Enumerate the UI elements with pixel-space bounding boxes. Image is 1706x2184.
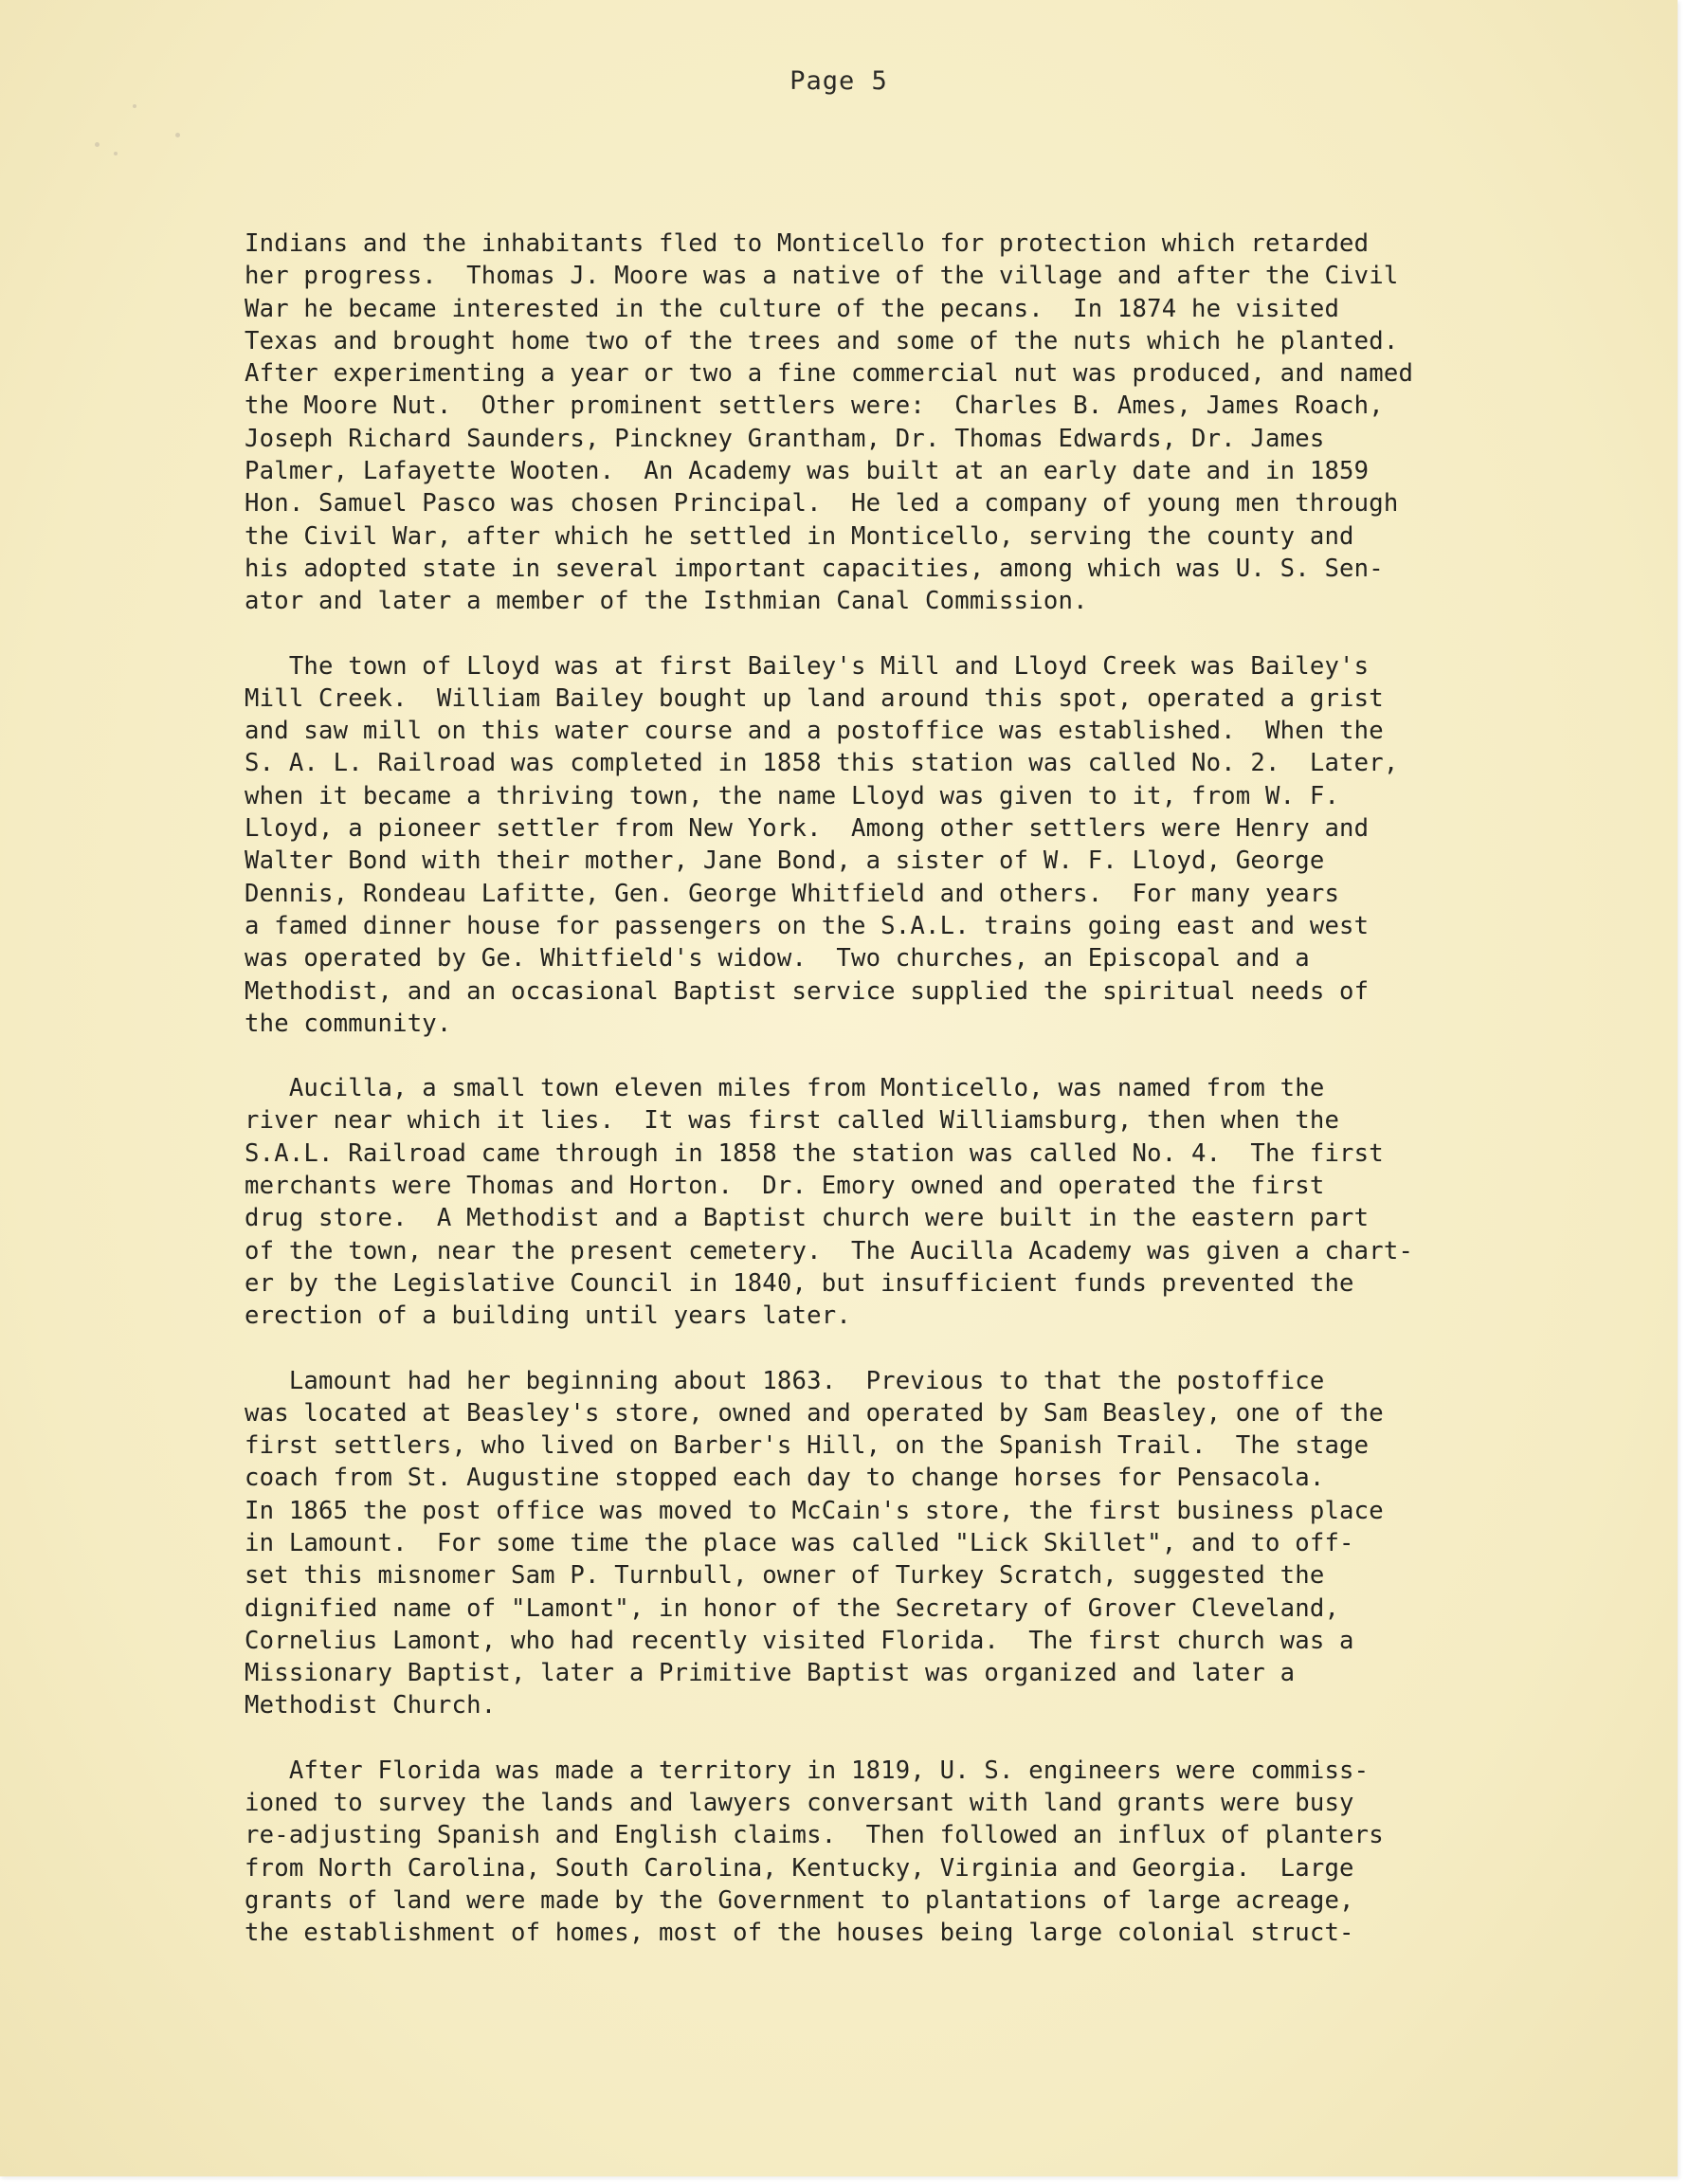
text-line: Lloyd, a pioneer settler from New York. Among other settlers were Henry and — [245, 814, 1370, 844]
text-line: S. A. L. Railroad was completed in 1858 this station was called No. 2. Later, — [245, 749, 1399, 778]
text-line: Joseph Richard Saunders, Pinckney Grantham, Dr. Thomas Edwards, Dr. James — [245, 424, 1325, 453]
text-line: in Lamount. For some time the place was called "Lick Skillet", and to off- — [245, 1528, 1354, 1557]
text-line: the establishment of homes, most of the houses being large colonial struct- — [245, 1919, 1354, 1948]
text-line: and saw mill on this water course and a postoffice was established. When the — [245, 717, 1384, 746]
paragraph-monticello — [245, 228, 1515, 618]
text-line: Mill Creek. William Bailey bought up land around this spot, operated a grist — [245, 683, 1384, 713]
text-line: his adopted state in several important capacities, among which was U. S. Sen- — [245, 554, 1384, 583]
text-line: dignified name of "Lamont", in honor of the Secretary of Grover Cleveland, — [245, 1593, 1340, 1623]
text-line: The town of Lloyd was at first Bailey's Mill and Lloyd Creek was Bailey's — [245, 651, 1370, 681]
document-body — [245, 228, 1515, 1982]
text-line: S.A.L. Railroad came through in 1858 the station was called No. 4. The first — [245, 1138, 1384, 1168]
text-line: from North Carolina, South Carolina, Kentucky, Virginia and Georgia. Large — [245, 1853, 1354, 1883]
text-line: of the town, near the present cemetery. The Aucilla Academy was given a chart- — [245, 1236, 1414, 1265]
text-line: coach from St. Augustine stopped each day to change horses for Pensacola. — [245, 1464, 1325, 1493]
text-line: Aucilla, a small town eleven miles from Monticello, was named from the — [245, 1074, 1325, 1103]
text-line: In 1865 the post office was moved to McCain's store, the first business place — [245, 1496, 1384, 1525]
text-line: Methodist Church. — [245, 1691, 497, 1720]
text-line: the community. — [245, 1009, 452, 1038]
text-line: was located at Beasley's store, owned and operated by Sam Beasley, one of the — [245, 1398, 1384, 1428]
text-line: ioned to survey the lands and lawyers conversant with land grants were busy — [245, 1789, 1354, 1818]
text-line: grants of land were made by the Government to plantations of large acreage, — [245, 1885, 1354, 1915]
text-line: er by the Legislative Council in 1840, but insufficient funds prevented the — [245, 1268, 1354, 1298]
text-line: After Florida was made a territory in 1819, U. S. engineers were commiss- — [245, 1756, 1370, 1785]
text-line: merchants were Thomas and Horton. Dr. Emory owned and operated the first — [245, 1172, 1325, 1201]
text-line: Indians and the inhabitants fled to Monticello for protection which retarded — [245, 229, 1370, 258]
text-line: Palmer, Lafayette Wooten. An Academy was built at an early date and in 1859 — [245, 457, 1370, 486]
text-line: a famed dinner house for passengers on the S.A.L. trains going east and west — [245, 911, 1370, 940]
text-line: re-adjusting Spanish and English claims. Then followed an influx of planters — [245, 1821, 1384, 1850]
text-line: Lamount had her beginning about 1863. Previous to that the postoffice — [245, 1366, 1325, 1395]
text-line: Walter Bond with their mother, Jane Bond, a sister of W. F. Lloyd, George — [245, 846, 1325, 876]
text-line: Cornelius Lamont, who had recently visited Florida. The first church was a — [245, 1626, 1354, 1655]
text-line: first settlers, who lived on Barber's Hill, on the Spanish Trail. The stage — [245, 1431, 1370, 1461]
paragraph-lloyd — [245, 650, 1515, 1041]
text-line: Hon. Samuel Pasco was chosen Principal. He led a company of young men through — [245, 489, 1399, 519]
text-line: was operated by Ge. Whitfield's widow. Two churches, an Episcopal and a — [245, 944, 1310, 974]
text-line: War he became interested in the culture of the pecans. In 1874 he visited — [245, 294, 1340, 323]
paper-speck — [133, 104, 136, 108]
text-line: Dennis, Rondeau Lafitte, Gen. George Whitfield and others. For many years — [245, 879, 1340, 908]
paragraph-florida-territory — [245, 1755, 1515, 1950]
text-line: set this misnomer Sam P. Turnbull, owner of Turkey Scratch, suggested the — [245, 1561, 1325, 1591]
paragraph-lamount — [245, 1365, 1515, 1722]
paper-speck — [114, 152, 118, 155]
text-line: Missionary Baptist, later a Primitive Baptist was organized and later a — [245, 1659, 1296, 1688]
text-line: river near which it lies. It was first called Williamsburg, then when the — [245, 1106, 1340, 1136]
text-line: erection of a building until years later. — [245, 1301, 851, 1331]
text-line: After experimenting a year or two a fine commercial nut was produced, and named — [245, 359, 1414, 389]
text-line: ator and later a member of the Isthmian Canal Commission. — [245, 587, 1088, 616]
text-line: when it became a thriving town, the name Lloyd was given to it, from W. F. — [245, 781, 1340, 810]
paragraph-aucilla — [245, 1072, 1515, 1332]
page-number: Page 5 — [789, 66, 888, 96]
text-line: the Civil War, after which he settled in Monticello, serving the county and — [245, 521, 1354, 551]
paper-speck — [95, 142, 100, 147]
text-line: Texas and brought home two of the trees and some of the nuts which he planted. — [245, 326, 1399, 355]
text-line: the Moore Nut. Other prominent settlers were: Charles B. Ames, James Roach, — [245, 391, 1384, 421]
paper-speck — [175, 133, 180, 137]
text-line: Methodist, and an occasional Baptist service supplied the spiritual needs of — [245, 976, 1370, 1006]
text-line: her progress. Thomas J. Moore was a native of the village and after the Civil — [245, 262, 1399, 291]
text-line: drug store. A Methodist and a Baptist church were built in the eastern part — [245, 1204, 1370, 1233]
